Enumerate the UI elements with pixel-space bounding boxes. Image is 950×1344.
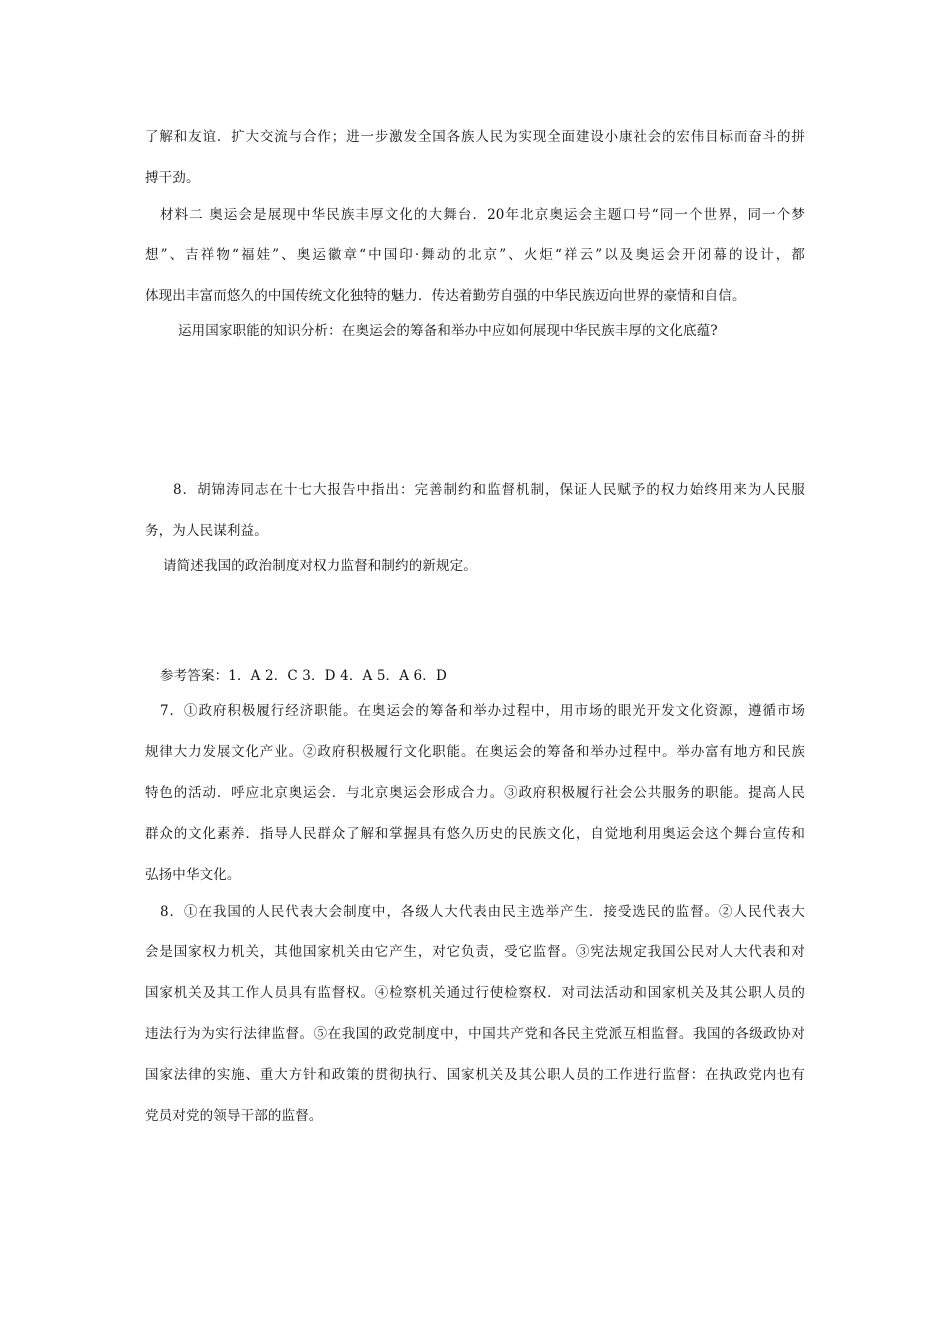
text-line: 党员对党的领导干部的监督。 xyxy=(145,1108,323,1124)
text-line: 了解和友谊．扩大交流与合作；进一步激发全国各族人民为实现全面建设小康社会的宏伟目标而奋斗的拼 xyxy=(145,129,805,145)
text-line: 体现出丰富而悠久的中国传统文化独特的魅力．传达着勤劳自强的中华民族迈向世界的豪情和自信。 xyxy=(145,288,746,304)
text-line: 会是国家权力机关，其他国家机关由它产生，对它负责，受它监督。③宪法规定我国公民对人大代表和对 xyxy=(145,944,805,960)
text-line: 材料二 奥运会是展现中华民族丰厚文化的大舞台．20年北京奥运会主题口号“同一个世界，同一个梦 xyxy=(160,207,805,223)
text-line: 8．①在我国的人民代表大会制度中，各级人大代表由民主选举产生．接受选民的监督。②人民代表大 xyxy=(160,904,805,920)
text-line: 特色的活动．呼应北京奥运会．与北京奥运会形成合力。③政府积极履行社会公共服务的职能。提高人民 xyxy=(145,785,805,801)
text-line: 群众的文化素养．指导人民群众了解和掌握具有悠久历史的民族文化，自觉地利用奥运会这个舞台宣传和 xyxy=(145,826,805,842)
text-line: 务，为人民谋利益。 xyxy=(145,523,268,539)
answer-key: 参考答案：1．A 2．C 3．D 4．A 5．A 6．D xyxy=(160,668,447,684)
text-line: 8．胡锦涛同志在十七大报告中指出：完善制约和监督机制，保证人民赋予的权力始终用来为人民服 xyxy=(173,482,805,498)
text-line: 想”、吉祥物“福娃”、奥运徽章“中国印·舞动的北京”、火炬“祥云”以及奥运会开闭幕的设计，都 xyxy=(145,247,805,263)
text-line: 违法行为为实行法律监督。⑤在我国的政党制度中，中国共产党和各民主党派互相监督。我国的各级政协对 xyxy=(145,1026,805,1042)
text-line: 7．①政府积极履行经济职能。在奥运会的筹备和举办过程中，用市场的眼光开发文化资源，遵循市场 xyxy=(160,703,805,719)
text-line: 搏干劲。 xyxy=(145,170,200,186)
question-prompt: 请简述我国的政治制度对权力监督和制约的新规定。 xyxy=(163,558,477,574)
question-prompt: 运用国家职能的知识分析：在奥运会的筹备和举办中应如何展现中华民族丰厚的文化底蕴? xyxy=(178,323,718,339)
text-line: 规律大力发展文化产业。②政府积极履行文化职能。在奥运会的筹备和举办过程中。举办富有地方和民族 xyxy=(145,744,805,760)
text-line: 弘扬中华文化。 xyxy=(145,867,241,883)
text-line: 国家法律的实施、重大方针和政策的贯彻执行、国家机关及其公职人员的工作进行监督：在执政党内也有 xyxy=(145,1067,805,1083)
text-line: 国家机关及其工作人员具有监督权。④检察机关通过行使检察权．对司法活动和国家机关及其公职人员的 xyxy=(145,985,805,1001)
